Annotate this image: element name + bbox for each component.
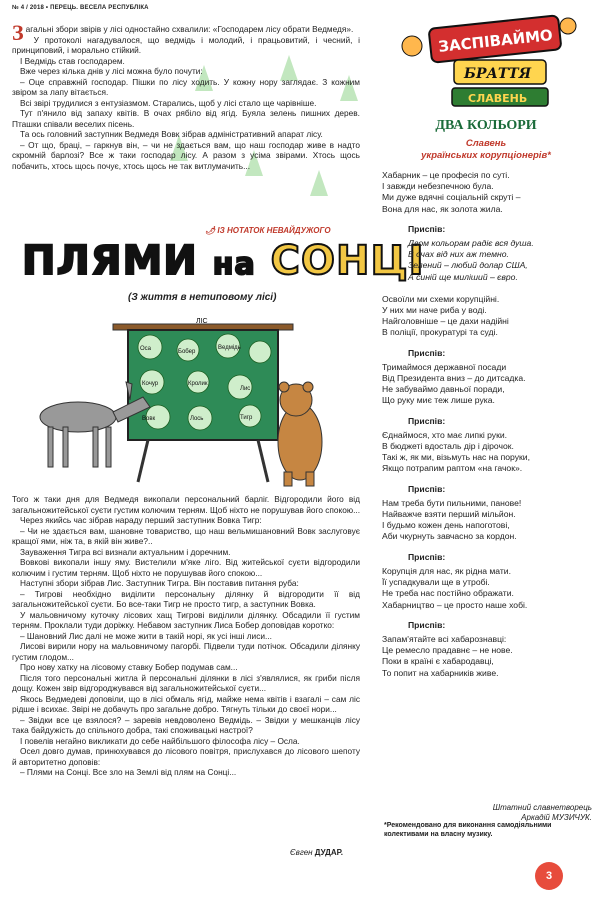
stanza: Нам треба бути пильними, панове! Найважче взяти перший мільйон. І будьмо кожен день напоготові, Аби чкурнуть завчасно за кордон. xyxy=(382,497,522,542)
page-header: № 4 / 2018 • ПЕРЕЦЬ. ВЕСЕЛА РЕСПУБЛІКА xyxy=(12,5,149,11)
story-paragraph: Вже через кілька днів у лісі можна було почути: xyxy=(20,66,203,76)
board-label: Оса xyxy=(140,346,152,352)
story-paragraph: І повелів негайно викликати до себе найбільшого філософа лісу – Осла. xyxy=(20,735,300,746)
stanza: Освоїли ми схеми корупційні. У них ми наче риба у воді. Найголовніше – це дахи надійні В поліції, прокуратурі та суді. xyxy=(382,293,509,338)
story-paragraph: Всі звірі трудилися з ентузіазмом. Старались, щоб у лісі стало ще чарівніше. xyxy=(20,97,317,108)
chorus-label: Приспів: xyxy=(408,551,446,562)
banner-line3: СЛАВЕНЬ xyxy=(468,92,528,105)
story-paragraph: Та ось головний заступник Ведмедя Вовк зібрав адміністративний апарат лісу. xyxy=(20,129,323,139)
story-paragraph: – Тигрові необхідно виділити персональну ділянку й відгородити її від загальножитейської суєти. Бо все-таки Тигр не просто тигр, а заступник Вовка. xyxy=(12,588,360,609)
story-paragraph: Якось Ведмедеві доповіли, що в лісі обмаль ягід, майже нема квітів і взагалі – сам ліс рідше і всихає. Звірі не добачуть про загальне добро. Тягнуть тільки до своєї нори... xyxy=(12,693,360,714)
poem-title: ДВА КОЛЬОРИ xyxy=(435,118,537,133)
pepper-icon: 🌶 xyxy=(205,226,216,235)
drop-cap: З xyxy=(12,20,24,45)
stanza: Запам'ятайте всі хабарознавці: Це ремесло прадавнє – не нове. Поки в країні є хабародавці, То попит на хабарників живе. xyxy=(382,633,513,678)
board-label: Тигр xyxy=(240,415,253,421)
story-paragraph: Того ж таки дня для Ведмедя викопали персональний барліг. Відгородили його від загальножитейської суєти густим колючим терням. Щоб ніхто не порушував його спокою... xyxy=(12,494,360,515)
chorus-label: Приспів: xyxy=(408,347,446,358)
chorus-label: Приспів: xyxy=(408,483,446,494)
story-subtitle: (З життя в нетиповому лісі) xyxy=(128,292,277,303)
illustration-board xyxy=(18,312,348,492)
story-paragraph: Наступні збори зібрав Лис. Заступник Тигра. Він поставив питання руба: xyxy=(20,578,299,588)
story-paragraph: Після того персональні житла й персональні ділянки в лісі з'являлися, як гриби після дощу. Кожен звір відгороджувався від загальножитейської суєти... xyxy=(12,672,360,693)
story-author: Євген ДУДАР. xyxy=(290,848,343,857)
poem-footnote: *Рекомендовано для виконання самодіяльними колективами на власну музику. xyxy=(384,822,552,838)
section-note: 🌶 ІЗ НОТАТОК НЕВАЙДУЖОГО xyxy=(205,226,331,235)
story-paragraph: – Чи не здається вам, шановне товариство, що наш вельмишановний Вовк заслуговує кращої ями, ніж та, в якій він живе?.. xyxy=(12,525,360,546)
board-label: Кочур xyxy=(142,381,159,387)
board-label: Лось xyxy=(190,416,204,422)
story-paragraph: Про нову хатку на лісовому ставку Бобер подумав сам... xyxy=(20,662,238,672)
chorus-label: Приспів: xyxy=(408,223,446,234)
board-label: Бобер xyxy=(178,349,196,355)
story-paragraph: Зауваження Тигра всі визнали актуальним і доречним. xyxy=(20,546,231,557)
board-label: Ведмідь xyxy=(218,345,241,351)
story-paragraph: Загальні збори звірів у лісі одностайно схвалили: «Господарем лісу обрати Ведмедя». xyxy=(12,20,354,45)
story-paragraph: Через якийсь час зібрав нараду перший заступник Вовка Тигр: xyxy=(20,515,262,525)
board-label: Кролик xyxy=(188,381,208,387)
bear-figure xyxy=(278,382,322,486)
chorus-label: Приспів: xyxy=(408,415,446,426)
chorus-label: Приспів: xyxy=(408,619,446,630)
story-main xyxy=(12,494,360,778)
story-paragraph: – Плями на Сонці. Все зло на Землі від плям на Сонці... xyxy=(20,767,237,777)
board-label: Лис xyxy=(240,386,251,392)
story-paragraph: Вовкові викопали іншу яму. Вистелили м'яке ліго. Від житейської суєти відгородили колючим і густим терням. Щоб ніхто не порушував його спокою... xyxy=(12,557,360,578)
stanza: Тримаймося державної посади Від Президента вниз – до дитсадка. Не забуваймо давньої поради, Що руку миє теж лише рука. xyxy=(382,361,526,406)
story-paragraph: Осел довго думав, принюхувався до лісового повітря, прислухався до лісового шепоту й авторитетно доповів: xyxy=(12,746,360,767)
chorus: Двом кольорам радіє вся душа. В очах від них аж темно. Зелений – любий долар США, А синій ще миліший – євро. xyxy=(408,238,534,282)
story-paragraph: – От що, браці, – гаркнув він, – чи не здається вам, що наш господар живе в надто скромній барлозі? Все ж таки господар лісу. А разом з усіма звірами. Хтось щось побачить, хтось щось почує, хтось щось не так витлумачить... xyxy=(12,139,360,171)
song-banner xyxy=(372,6,598,134)
poem-signature: Штатний славнетворець Аркадій МУЗИЧУК. xyxy=(492,803,592,822)
story-paragraph: У протоколі нагадувалося, що ведмідь і молодий, і працьовитий, і чесний, і принциповий, і морально стійкий. xyxy=(12,34,360,55)
story-paragraph: – Шановний Лис далі не може жити в такій норі, як усі інші лиси... xyxy=(20,630,272,641)
stanza: Єднаймося, хто має липкі руки. В бюджеті вдосталь дір і дірочок. Такі ж, як ми, візьмуть нас на поруки, Якщо потрапим раптом «на гачок». xyxy=(382,429,530,474)
banner-line1: ЗАСПІВАЙМО xyxy=(437,26,554,56)
story-paragraph: І Ведмідь став господарем. xyxy=(20,55,125,66)
poem-body xyxy=(382,170,592,688)
banner-line2: БРАТТЯ xyxy=(464,66,532,82)
story-paragraph: – Оце справжній господар. Пішки по лісу ходить. У кожну нору заглядає. З кожним звіром за лапу вітається. xyxy=(12,76,360,97)
story-paragraph: Тут п'янило від запаху квітів. В очах рябіло від ягід. Буяла зелень пишних дерев. Пташки співали веселих пісень. xyxy=(12,108,360,129)
stanza: Хабарник – це професія по суті. І завжди небезпечною була. Ми дуже вдячні соціальній скруті – Вона для нас, як золота жила. xyxy=(382,170,521,214)
page-number: 3 xyxy=(535,862,563,890)
poem-column xyxy=(372,0,600,909)
story-title: ПЛЯМИ на СОНЦІ xyxy=(22,238,425,284)
stanza: Корупція для нас, як рідна мати. Її успадкували ще в утробі. Не треба нас постійно ображати. Хабарництво – це просто наше хобі. xyxy=(382,565,528,610)
story-paragraph: Лисові вирили нору на мальовничому пагорбі. Підвели туди потічок. Обсадили ділянку густим глодом... xyxy=(12,641,360,662)
board-label: Вовк xyxy=(142,416,156,422)
board-header: ЛІС xyxy=(196,318,208,325)
poem-subtitle: Славень українських корупціонерів* xyxy=(421,138,551,161)
story-paragraph: – Звідки все це взялося? – заревів невдоволено Ведмідь. – Звідки у мешканців лісу така байдужість до спільного добра, такі споживацькі настрої? xyxy=(12,714,360,735)
story-intro xyxy=(12,20,360,171)
story-paragraph: У мальовничому куточку лісових хащ Тигрові виділили ділянку. Обсадили її густим терням. Проклали туди доріжку. Небавом заступник Лиса Бобер доповідав коротко: xyxy=(12,609,360,630)
